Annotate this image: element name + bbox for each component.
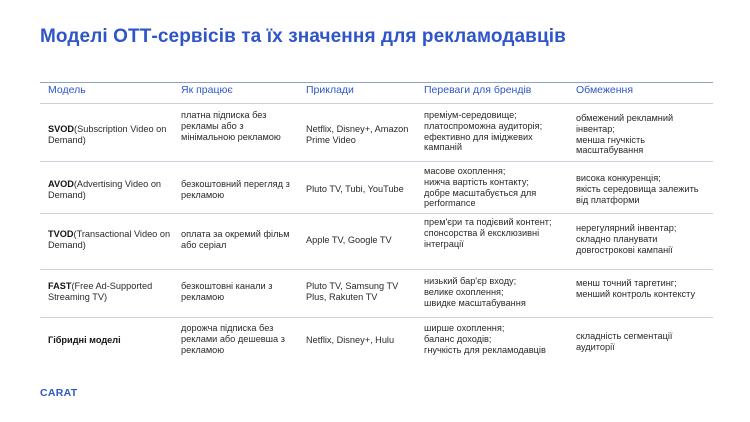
table-row xyxy=(0,161,750,213)
advantages-cell: низький бар'єр входу; велике охоплення; швидке масштабування xyxy=(424,276,526,308)
page-title: Моделі ОТТ-сервісів та їх значення для рекламодавців xyxy=(40,26,566,47)
advantages-cell: масове охоплення; нижча вартість контакту; добре масштабується для performance xyxy=(424,166,537,209)
column-header-model: Модель xyxy=(48,84,86,96)
table-header xyxy=(0,84,750,100)
how-cell: оплата за окремий фільм або серіал xyxy=(181,229,290,250)
examples-cell: Apple TV, Google TV xyxy=(306,235,392,245)
examples-cell: Pluto TV, Tubi, YouTube xyxy=(306,184,404,194)
examples-cell: Pluto TV, Samsung TV Plus, Rakuten TV xyxy=(306,281,399,302)
carat-logo: CARAT xyxy=(40,387,78,399)
how-cell: дорожча підписка без реклами або дешевша з рекламою xyxy=(181,323,285,355)
advantages-cell: прем'єри та подієвий контент; спонсорства й ексклюзивні інтеграції xyxy=(424,217,552,249)
model-full-name: (Subscription Video on Demand) xyxy=(48,124,167,145)
model-full-name: (Advertising Video on Demand) xyxy=(48,179,162,200)
model-name: Гібридні моделі xyxy=(48,335,121,345)
model-name: SVOD xyxy=(48,124,75,134)
how-cell: платна підписка без рекламы або з мінімальною рекламою xyxy=(181,110,281,142)
table-row xyxy=(0,213,750,269)
column-header-advantages: Переваги для брендів xyxy=(424,84,532,96)
model-cell xyxy=(48,335,173,346)
model-full-name: (Transactional Video on Demand) xyxy=(48,229,171,250)
model-full-name: (Free Ad-Supported Streaming TV) xyxy=(48,281,153,302)
model-name: AVOD xyxy=(48,179,74,189)
column-header-limits: Обмеження xyxy=(576,84,634,96)
limits-cell: нерегулярний інвентар; складно планувати довгострокові кампанії xyxy=(576,223,677,255)
header-divider xyxy=(40,82,713,83)
how-cell: безкоштовні канали з рекламою xyxy=(181,281,273,302)
limits-cell: складність сегментації аудиторії xyxy=(576,331,673,352)
model-name: TVOD xyxy=(48,229,74,239)
table-row xyxy=(0,103,750,161)
column-header-examples: Приклади xyxy=(306,84,354,96)
examples-cell: Netflix, Disney+, Amazon Prime Video xyxy=(306,124,409,145)
model-name: FAST xyxy=(48,281,72,291)
advantages-cell: преміум-середовище; платоспроможна аудиторія; ефективно для іміджевих кампаній xyxy=(424,110,543,153)
limits-cell: менш точний таргетинг; менший контроль контексту xyxy=(576,278,696,299)
how-cell: безкоштовний перегляд з рекламою xyxy=(181,179,290,200)
advantages-cell: ширше охоплення; баланс доходів; гнучкість для рекламодавців xyxy=(424,323,546,355)
examples-cell: Netflix, Disney+, Hulu xyxy=(306,335,395,345)
table-row xyxy=(0,317,750,363)
model-cell xyxy=(48,281,173,303)
model-cell xyxy=(48,229,173,251)
model-cell xyxy=(48,124,173,146)
table-row xyxy=(0,269,750,317)
limits-cell: висока конкуренція; якість середовища залежить від платформи xyxy=(576,173,699,205)
limits-cell: обмежений рекламний інвентар; менша гнучкість масштабування xyxy=(576,113,674,156)
column-header-how: Як працює xyxy=(181,84,233,96)
model-cell xyxy=(48,179,173,201)
